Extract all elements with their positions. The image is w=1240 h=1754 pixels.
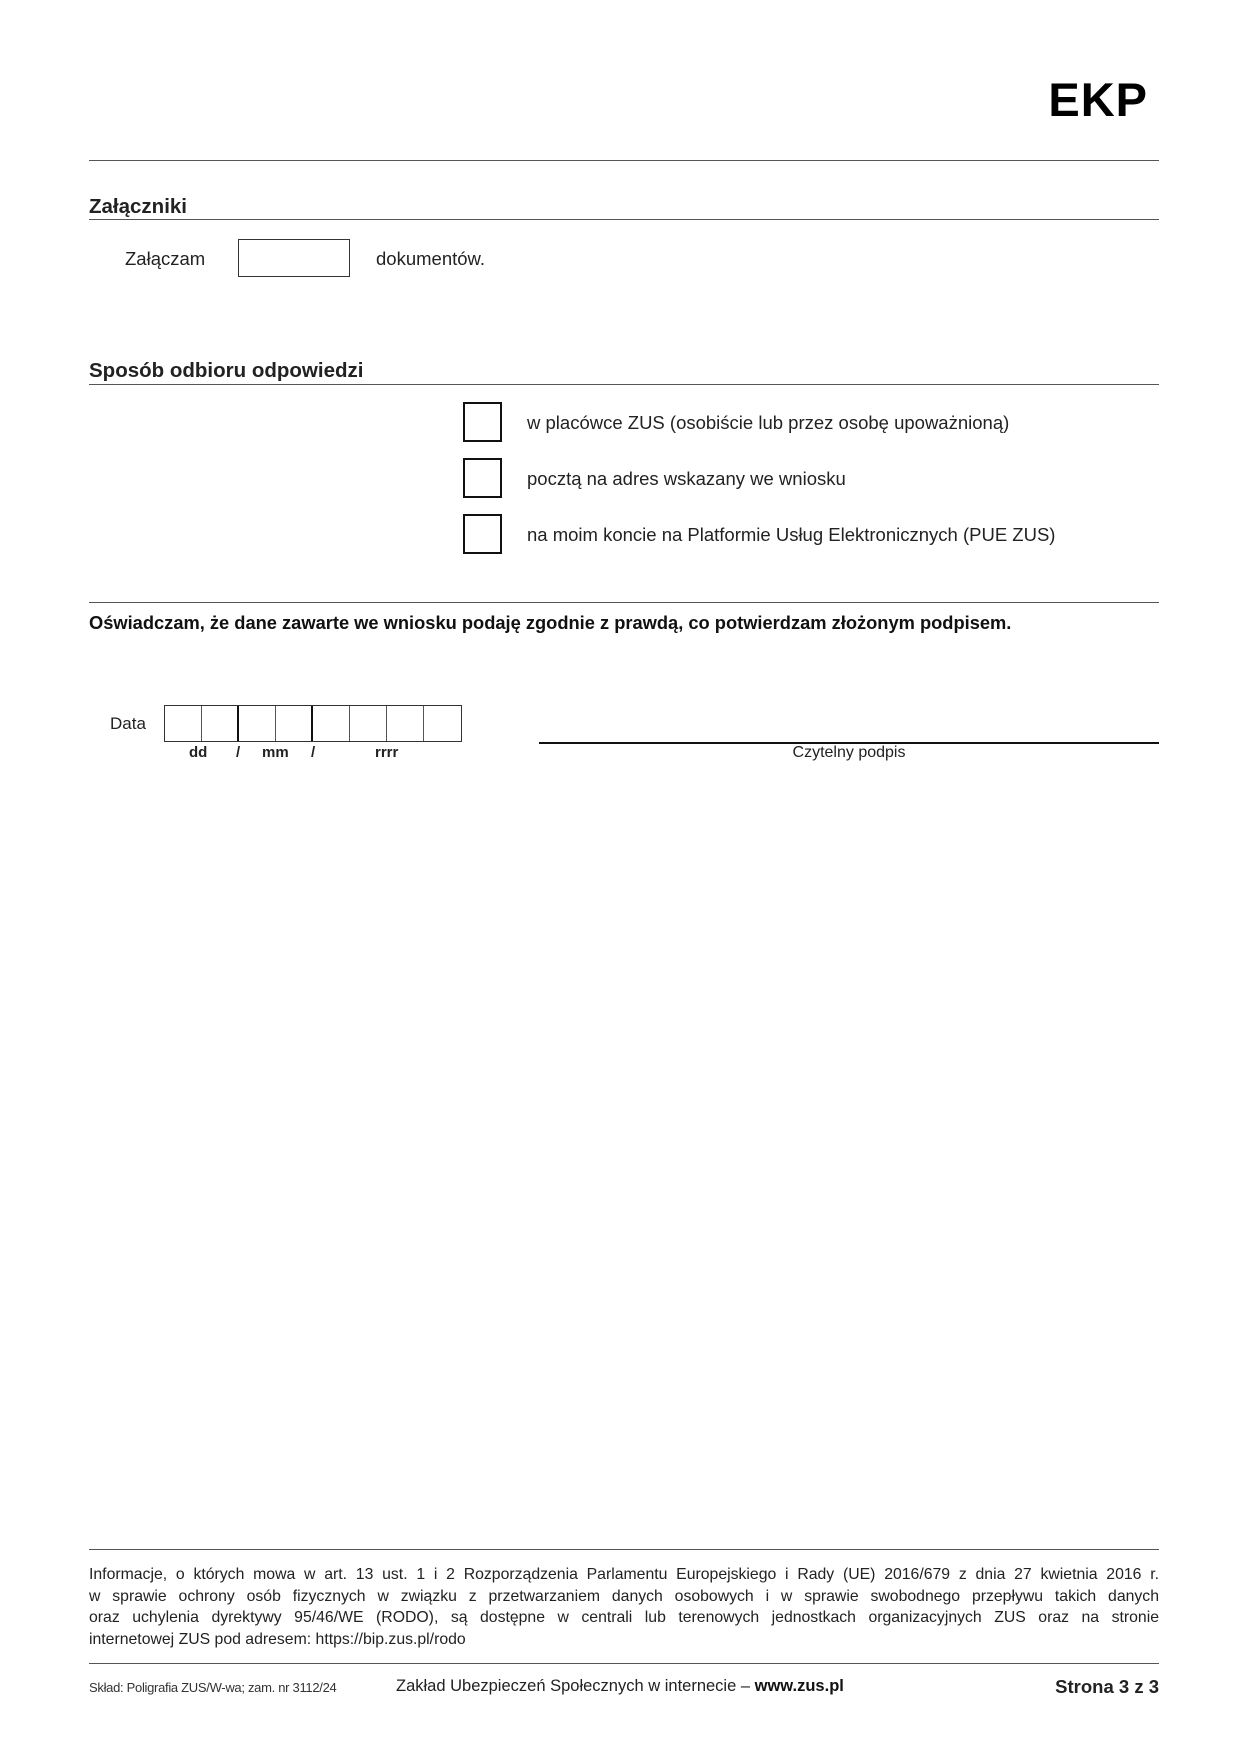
attachments-title: Załączniki bbox=[89, 195, 187, 218]
delivery-option-pue-label: na moim koncie na Platformie Usług Elektronicznych (PUE ZUS) bbox=[527, 524, 1056, 545]
gdpr-info-text bbox=[89, 1564, 1159, 1650]
date-format-day: dd bbox=[189, 744, 208, 761]
footer-website-text bbox=[396, 1677, 844, 1696]
delivery-option-branch-checkbox[interactable] bbox=[463, 402, 502, 442]
date-day-digit-2[interactable] bbox=[202, 706, 239, 741]
signature-label: Czytelny podpis bbox=[792, 744, 906, 761]
header-divider bbox=[89, 160, 1159, 161]
date-year-digit-3[interactable] bbox=[387, 706, 424, 741]
date-month-digit-1[interactable] bbox=[239, 706, 276, 741]
date-format-year: rrrr bbox=[375, 744, 399, 761]
date-year-digit-4[interactable] bbox=[424, 706, 461, 741]
footer-website-link[interactable]: www.zus.pl bbox=[754, 1677, 844, 1695]
gdpr-info-line: internetowej ZUS pod adresem: https://bip.zus.pl/rodo bbox=[89, 1630, 466, 1648]
gdpr-info-line: w sprawie ochrony osób fizycznych w związku z przetwarzaniem danych osobowych i w sprawie swobodnego przepływu takich danych bbox=[89, 1587, 1159, 1605]
date-month-digit-2[interactable] bbox=[276, 706, 313, 741]
declaration-text: Oświadczam, że dane zawarte we wniosku podaję zgodnie z prawdą, co potwierdzam złożonym podpisem. bbox=[89, 612, 1012, 633]
gdpr-info-line: oraz uchylenia dyrektywy 95/46/WE (RODO), są dostępne w centrali lub terenowych jednostkach organizacyjnych ZUS oraz na stronie bbox=[89, 1609, 1159, 1626]
date-day-digit-1[interactable] bbox=[165, 706, 202, 741]
delivery-option-branch-label: w placówce ZUS (osobiście lub przez osobę upoważnioną) bbox=[527, 412, 1010, 433]
attachments-prefix-label: Załączam bbox=[125, 248, 206, 269]
date-year-digit-1[interactable] bbox=[313, 706, 350, 741]
gdpr-info-line: Informacje, o których mowa w art. 13 ust. 1 i 2 Rozporządzenia Parlamentu Europejskiego i Rady (UE) 2016/679 z dnia 27 kwietnia 2016 r. bbox=[89, 1566, 1159, 1583]
delivery-option-post-label: pocztą na adres wskazany we wniosku bbox=[527, 468, 846, 489]
attachments-divider bbox=[89, 219, 1159, 220]
date-format-separator-1: / bbox=[236, 744, 241, 761]
footer-divider bbox=[89, 1663, 1159, 1664]
form-code: EKP bbox=[1048, 73, 1148, 126]
date-input-boxes[interactable] bbox=[164, 705, 462, 742]
footer-website-prefix: Zakład Ubezpieczeń Społecznych w internecie – bbox=[396, 1677, 751, 1695]
declaration-divider bbox=[89, 602, 1159, 603]
delivery-title: Sposób odbioru odpowiedzi bbox=[89, 359, 364, 382]
footer-print-info: Skład: Poligrafia ZUS/W-wa; zam. nr 3112/24 bbox=[89, 1680, 337, 1695]
page-number: Strona 3 z 3 bbox=[1055, 1676, 1159, 1697]
date-label: Data bbox=[110, 714, 146, 733]
date-format-separator-2: / bbox=[311, 744, 316, 761]
attachments-count-input[interactable] bbox=[238, 239, 350, 277]
attachments-suffix-label: dokumentów. bbox=[376, 248, 486, 269]
info-divider bbox=[89, 1549, 1159, 1550]
delivery-option-post-checkbox[interactable] bbox=[463, 458, 502, 498]
delivery-divider bbox=[89, 384, 1159, 385]
date-year-digit-2[interactable] bbox=[350, 706, 387, 741]
delivery-option-pue-checkbox[interactable] bbox=[463, 514, 502, 554]
date-format-month: mm bbox=[262, 744, 289, 761]
